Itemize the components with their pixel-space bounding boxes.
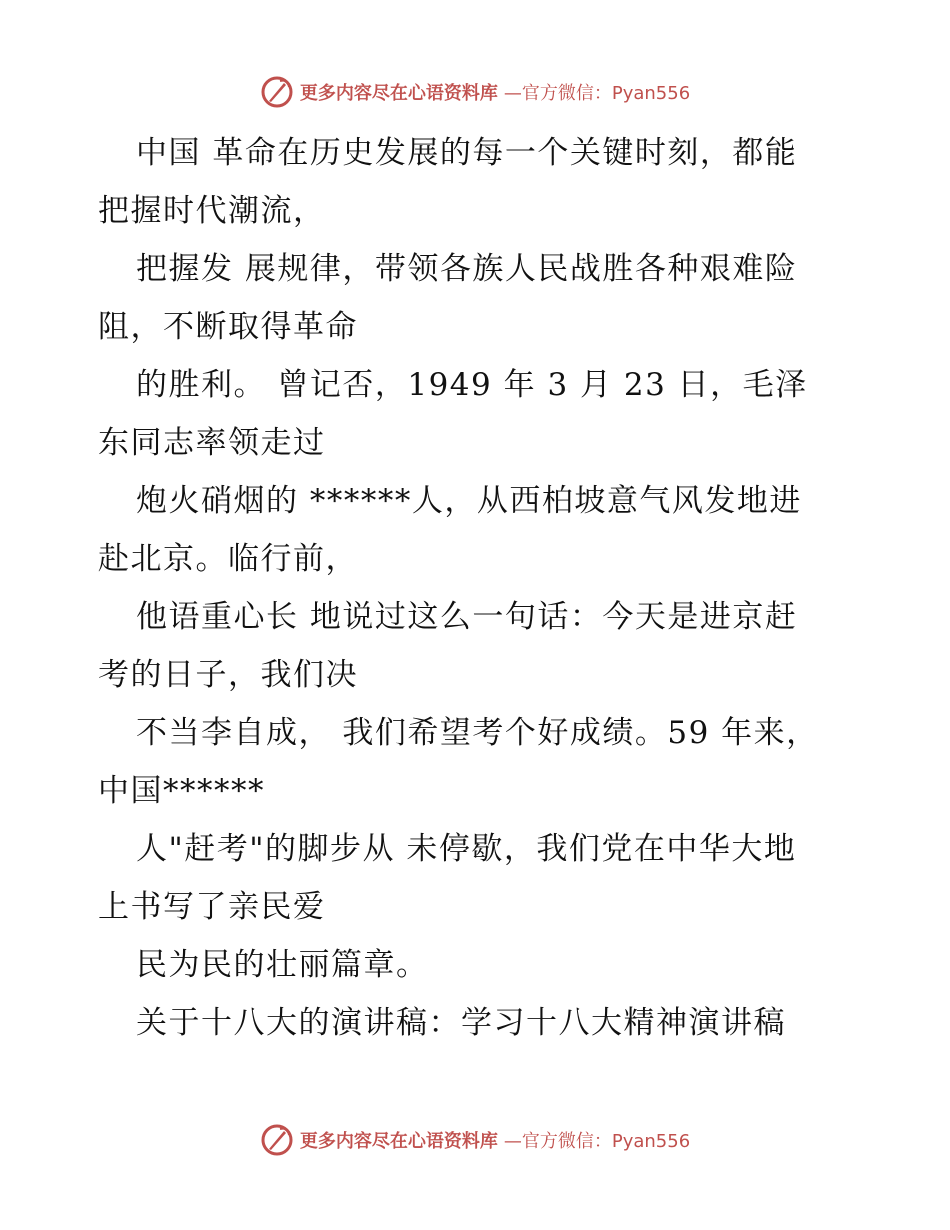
- header-banner: [0, 72, 950, 112]
- document-body: [98, 124, 858, 1052]
- quill-logo-icon: [260, 1123, 294, 1157]
- text-line: 他语重心长 地说过这么一句话：今天是进京赶: [136, 599, 798, 635]
- header-banner-wechat: —官方微信：Pyan556: [503, 83, 691, 104]
- text-line: 上书写了亲民爱: [98, 889, 326, 925]
- footer-banner-title: 更多内容尽在心语资料库: [299, 1131, 498, 1152]
- text-line: 把握发 展规律，带领各族人民战胜各种艰难险: [136, 251, 798, 287]
- text-line: 阻，不断取得革命: [98, 309, 358, 345]
- text-line: 考的日子，我们决: [98, 657, 358, 693]
- text-line: 东同志率领走过: [98, 425, 326, 461]
- text-line: 的胜利。 曾记否，1949 年 3 月 23 日，毛泽: [136, 367, 808, 403]
- text-line: 把握时代潮流，: [98, 193, 326, 229]
- text-line: 中国******: [98, 773, 265, 809]
- text-line: 关于十八大的演讲稿：学习十八大精神演讲稿: [136, 1005, 786, 1041]
- text-line: 人"赶考"的脚步从 未停歇，我们党在中华大地: [136, 831, 797, 867]
- text-line: 炮火硝烟的 ******人，从西柏坡意气风发地进: [136, 483, 802, 519]
- text-line: 不当李自成， 我们希望考个好成绩。59 年来，: [136, 715, 819, 751]
- text-line: 民为民的壮丽篇章。: [136, 947, 429, 983]
- header-banner-title: 更多内容尽在心语资料库: [299, 83, 498, 104]
- text-line: 中国 革命在历史发展的每一个关键时刻，都能: [136, 135, 798, 171]
- quill-logo-icon: [260, 75, 294, 109]
- footer-banner: [0, 1120, 950, 1160]
- footer-banner-wechat: —官方微信：Pyan556: [503, 1131, 691, 1152]
- text-line: 赴北京。临行前，: [98, 541, 358, 577]
